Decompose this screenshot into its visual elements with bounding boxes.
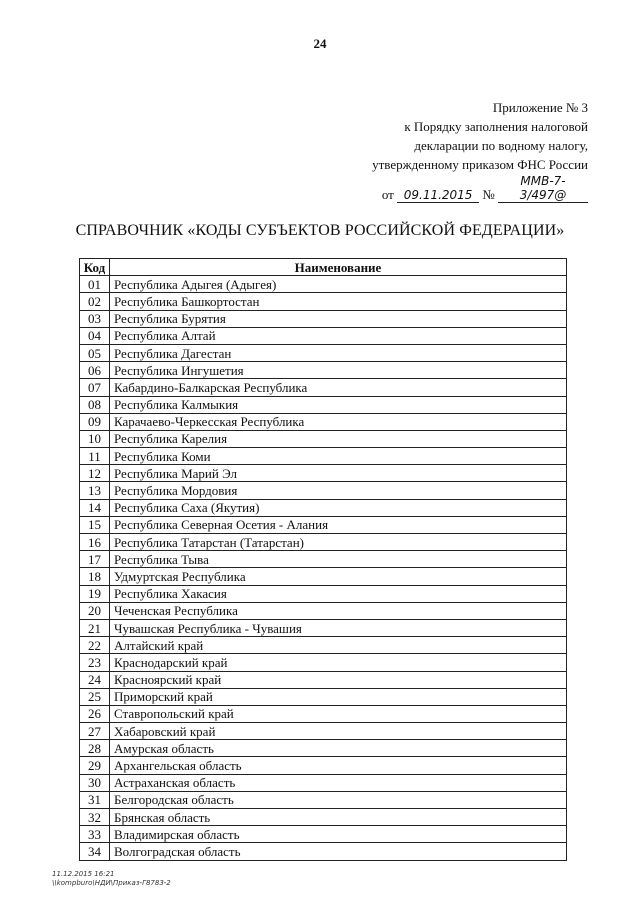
region-code: 14 bbox=[80, 499, 110, 516]
table-row bbox=[80, 293, 567, 310]
region-name: Владимирская область bbox=[110, 826, 567, 843]
table-row bbox=[80, 448, 567, 465]
file-footer bbox=[52, 870, 171, 888]
region-name: Республика Калмыкия bbox=[110, 396, 567, 413]
region-name: Краснодарский край bbox=[110, 654, 567, 671]
region-name: Республика Тыва bbox=[110, 551, 567, 568]
table-row bbox=[80, 740, 567, 757]
region-name: Республика Северная Осетия - Алания bbox=[110, 516, 567, 533]
region-code: 01 bbox=[80, 276, 110, 293]
order-date: 09.11.2015 bbox=[397, 188, 479, 203]
region-code: 27 bbox=[80, 723, 110, 740]
table-row bbox=[80, 671, 567, 688]
region-name: Амурская область bbox=[110, 740, 567, 757]
region-code: 25 bbox=[80, 688, 110, 705]
region-name: Республика Ингушетия bbox=[110, 362, 567, 379]
region-name: Республика Адыгея (Адыгея) bbox=[110, 276, 567, 293]
region-name: Чеченская Республика bbox=[110, 602, 567, 619]
region-code: 18 bbox=[80, 568, 110, 585]
region-code: 24 bbox=[80, 671, 110, 688]
region-code: 22 bbox=[80, 637, 110, 654]
appendix-line-1: Приложение № 3 bbox=[492, 100, 588, 115]
from-label: от bbox=[381, 187, 394, 202]
region-name: Карачаево-Черкесская Республика bbox=[110, 413, 567, 430]
appendix-header bbox=[372, 98, 588, 204]
region-code: 13 bbox=[80, 482, 110, 499]
table-row bbox=[80, 723, 567, 740]
region-code: 23 bbox=[80, 654, 110, 671]
table-row bbox=[80, 465, 567, 482]
document-title: СПРАВОЧНИК «КОДЫ СУБЪЕКТОВ РОССИЙСКОЙ ФЕДЕРАЦИИ» bbox=[75, 222, 565, 239]
region-name: Чувашская Республика - Чувашия bbox=[110, 619, 567, 636]
number-sign: № bbox=[482, 187, 495, 202]
table-row bbox=[80, 826, 567, 843]
region-code: 31 bbox=[80, 791, 110, 808]
table-row bbox=[80, 637, 567, 654]
table-row bbox=[80, 362, 567, 379]
region-name: Ставропольский край bbox=[110, 705, 567, 722]
region-name: Республика Карелия bbox=[110, 430, 567, 447]
region-name: Республика Хакасия bbox=[110, 585, 567, 602]
region-name: Приморский край bbox=[110, 688, 567, 705]
region-name: Алтайский край bbox=[110, 637, 567, 654]
region-code: 26 bbox=[80, 705, 110, 722]
region-code: 17 bbox=[80, 551, 110, 568]
region-code: 10 bbox=[80, 430, 110, 447]
table-row bbox=[80, 430, 567, 447]
region-name: Республика Саха (Якутия) bbox=[110, 499, 567, 516]
table-row bbox=[80, 499, 567, 516]
table-row bbox=[80, 654, 567, 671]
order-reference bbox=[382, 174, 588, 204]
table-row bbox=[80, 705, 567, 722]
region-name: Волгоградская область bbox=[110, 843, 567, 860]
region-code: 34 bbox=[80, 843, 110, 860]
table-header-row bbox=[80, 259, 567, 276]
region-code: 03 bbox=[80, 310, 110, 327]
footer-timestamp: 11.12.2015 16:21 bbox=[52, 870, 115, 878]
region-name: Красноярский край bbox=[110, 671, 567, 688]
region-code: 15 bbox=[80, 516, 110, 533]
column-header-name: Наименование bbox=[110, 259, 567, 276]
region-code: 28 bbox=[80, 740, 110, 757]
region-code: 07 bbox=[80, 379, 110, 396]
appendix-line-4: утвержденному приказом ФНС России bbox=[372, 157, 588, 172]
region-code: 02 bbox=[80, 293, 110, 310]
region-name: Хабаровский край bbox=[110, 723, 567, 740]
region-name: Белгородская область bbox=[110, 791, 567, 808]
region-code: 05 bbox=[80, 344, 110, 361]
region-name: Республика Мордовия bbox=[110, 482, 567, 499]
region-code: 33 bbox=[80, 826, 110, 843]
table-row bbox=[80, 568, 567, 585]
region-code: 06 bbox=[80, 362, 110, 379]
table-row bbox=[80, 276, 567, 293]
table-row bbox=[80, 516, 567, 533]
appendix-line-3: декларации по водному налогу, bbox=[414, 138, 588, 153]
region-name: Архангельская область bbox=[110, 757, 567, 774]
table-row bbox=[80, 344, 567, 361]
region-code: 30 bbox=[80, 774, 110, 791]
footer-path: \\kompburo\НДИ\Приказ-Г8783-2 bbox=[52, 879, 171, 887]
region-name: Республика Татарстан (Татарстан) bbox=[110, 534, 567, 551]
table-body bbox=[80, 276, 567, 860]
table-row bbox=[80, 413, 567, 430]
table-row bbox=[80, 602, 567, 619]
region-code: 29 bbox=[80, 757, 110, 774]
order-number: ММВ-7-3/497@ bbox=[498, 174, 588, 203]
region-name: Республика Коми bbox=[110, 448, 567, 465]
column-header-code: Код bbox=[80, 259, 110, 276]
region-code: 09 bbox=[80, 413, 110, 430]
table-row bbox=[80, 774, 567, 791]
region-name: Астраханская область bbox=[110, 774, 567, 791]
region-name: Республика Марий Эл bbox=[110, 465, 567, 482]
table-row bbox=[80, 619, 567, 636]
region-name: Кабардино-Балкарская Республика bbox=[110, 379, 567, 396]
region-codes-table bbox=[79, 258, 567, 861]
table-row bbox=[80, 809, 567, 826]
region-name: Удмуртская Республика bbox=[110, 568, 567, 585]
page-number: 24 bbox=[313, 36, 327, 51]
table-row bbox=[80, 379, 567, 396]
region-name: Брянская область bbox=[110, 809, 567, 826]
region-code: 16 bbox=[80, 534, 110, 551]
region-code: 08 bbox=[80, 396, 110, 413]
region-name: Республика Бурятия bbox=[110, 310, 567, 327]
table-row bbox=[80, 310, 567, 327]
table-row bbox=[80, 791, 567, 808]
table-row bbox=[80, 757, 567, 774]
region-name: Республика Алтай bbox=[110, 327, 567, 344]
region-code: 04 bbox=[80, 327, 110, 344]
region-name: Республика Дагестан bbox=[110, 344, 567, 361]
region-code: 32 bbox=[80, 809, 110, 826]
region-code: 12 bbox=[80, 465, 110, 482]
table-row bbox=[80, 585, 567, 602]
region-code: 20 bbox=[80, 602, 110, 619]
appendix-line-2: к Порядку заполнения налоговой bbox=[404, 119, 588, 134]
table-row bbox=[80, 843, 567, 860]
table-row bbox=[80, 327, 567, 344]
region-code: 21 bbox=[80, 619, 110, 636]
region-name: Республика Башкортостан bbox=[110, 293, 567, 310]
table-row bbox=[80, 482, 567, 499]
table-row bbox=[80, 688, 567, 705]
region-code: 11 bbox=[80, 448, 110, 465]
table-row bbox=[80, 534, 567, 551]
table-row bbox=[80, 551, 567, 568]
table-row bbox=[80, 396, 567, 413]
region-code: 19 bbox=[80, 585, 110, 602]
